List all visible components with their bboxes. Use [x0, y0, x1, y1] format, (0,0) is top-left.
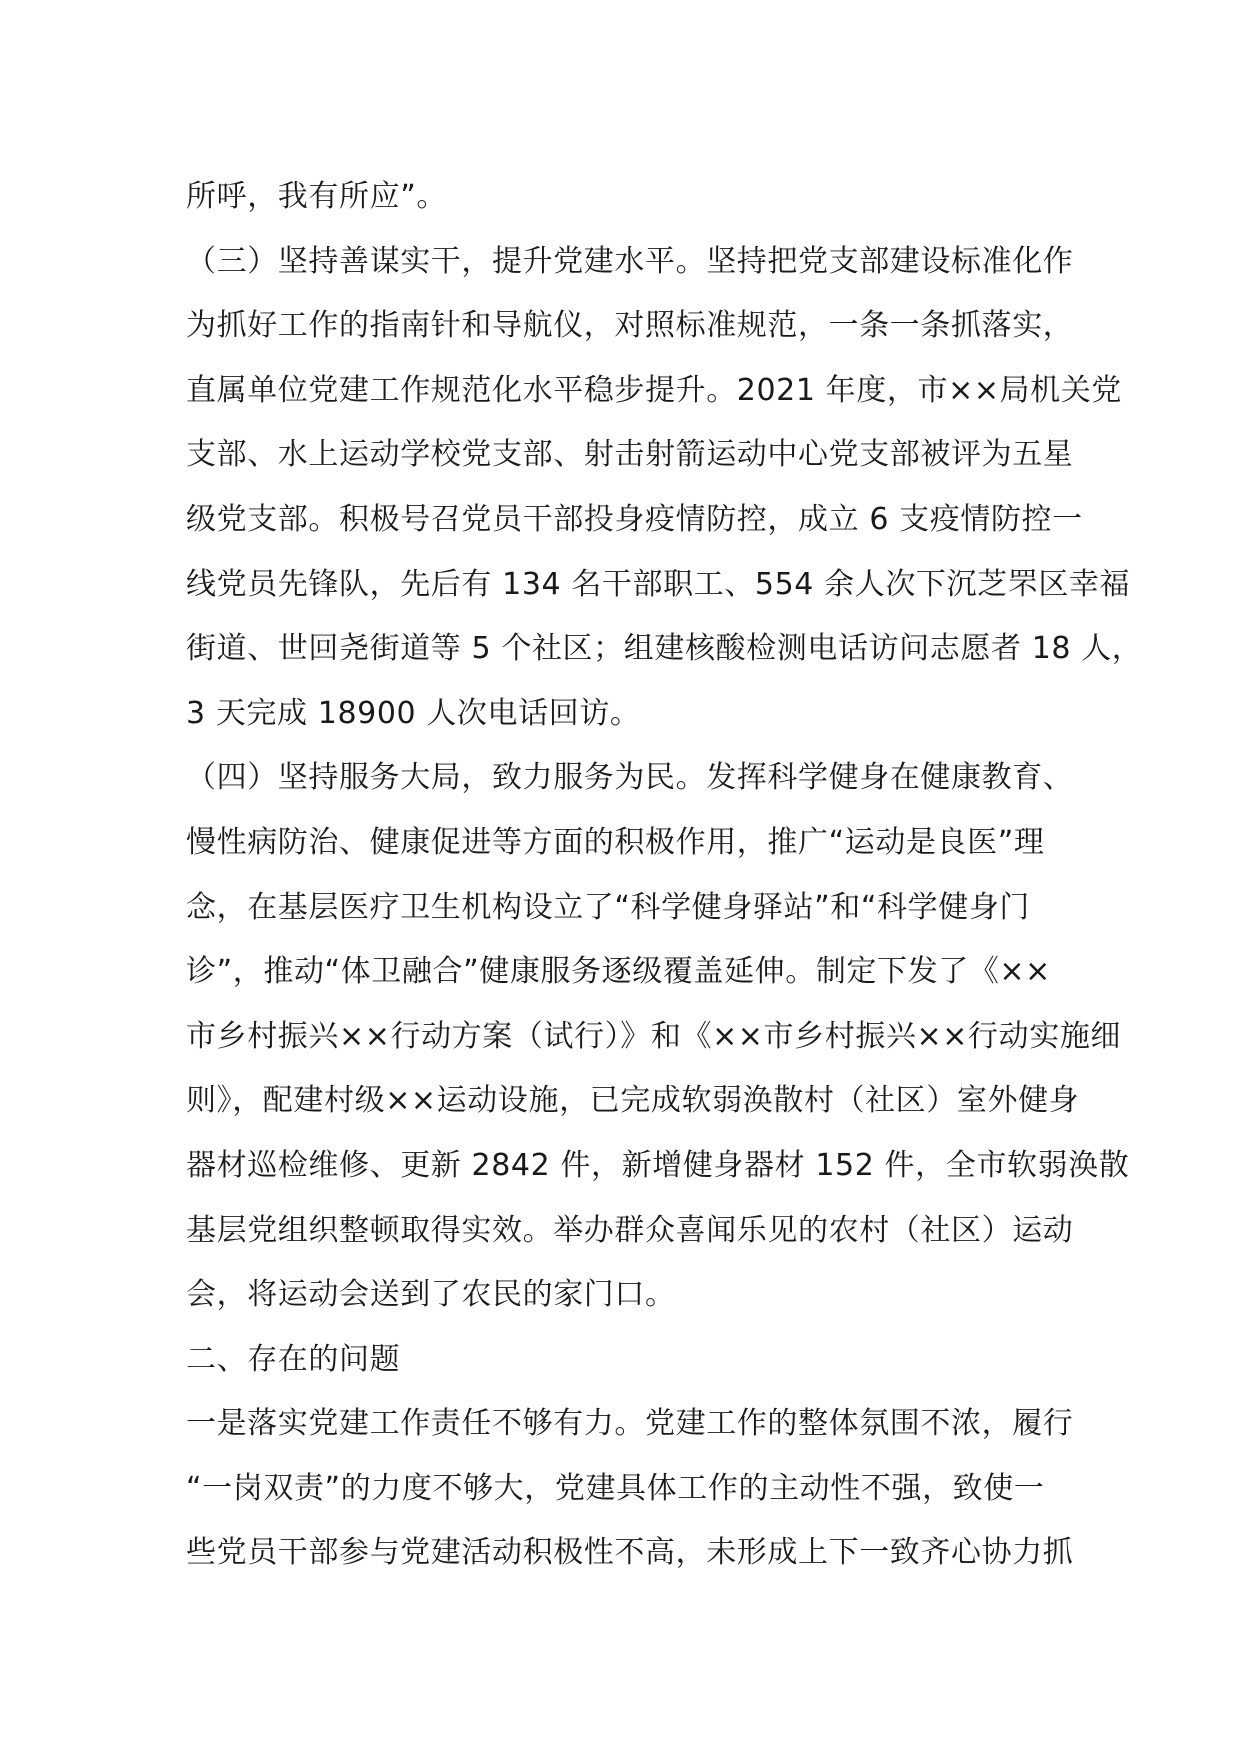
text-line: 些党员干部参与党建活动积极性不高，未形成上下一致齐心协力抓	[186, 1535, 1074, 1571]
text-line: 市乡村振兴××行动方案（试行）》和《××市乡村振兴××行动实施细	[186, 1018, 1122, 1054]
text-line: 器材巡检维修、更新 2842 件，新增健身器材 152 件，全市软弱涣散	[186, 1147, 1130, 1183]
text-line: 念，在基层医疗卫生机构设立了“科学健身驿站”和“科学健身门	[186, 889, 1031, 925]
text-line: 诊”，推动“体卫融合”健康服务逐级覆盖延伸。制定下发了《××	[186, 954, 1051, 990]
text-line: 慢性病防治、健康促进等方面的积极作用，推广“运动是良医”理	[186, 824, 1045, 860]
text-line: 为抓好工作的指南针和导航仪，对照标准规范，一条一条抓落实，	[186, 308, 1074, 344]
text-line: 会，将运动会送到了农民的家门口。	[186, 1277, 676, 1313]
text-line: 级党支部。积极号召党员干部投身疫情防控，成立 6 支疫情防控一	[186, 501, 1083, 537]
text-line: 直属单位党建工作规范化水平稳步提升。2021 年度，市××局机关党	[186, 372, 1122, 408]
text-line: 一是落实党建工作责任不够有力。党建工作的整体氛围不浓，履行	[186, 1406, 1074, 1442]
section-heading-4: （四）坚持服务大局，致力服务为民。发挥科学健身在健康教育、	[186, 760, 1074, 796]
text-line: 街道、世回尧街道等 5 个社区；组建核酸检测电话访问志愿者 18 人，	[186, 631, 1143, 667]
section-heading-3: （三）坚持善谋实干，提升党建水平。坚持把党支部建设标准化作	[186, 243, 1074, 279]
text-line: “一岗双责”的力度不够大，党建具体工作的主动性不强，致使一	[186, 1470, 1045, 1506]
text-line: 线党员先锋队，先后有 134 名干部职工、554 余人次下沉芝罘区幸福	[186, 566, 1131, 602]
text-line: 基层党组织整顿取得实效。举办群众喜闻乐见的农村（社区）运动	[186, 1212, 1074, 1248]
document-body	[186, 165, 1143, 1586]
text-line: 支部、水上运动学校党支部、射击射箭运动中心党支部被评为五星	[186, 437, 1074, 473]
text-line: 3 天完成 18900 人次电话回访。	[186, 695, 641, 731]
section-heading-problems: 二、存在的问题	[186, 1341, 401, 1377]
text-line: 所呼，我有所应”。	[186, 179, 447, 214]
text-line: 则》，配建村级××运动设施，已完成软弱涣散村（社区）室外健身	[186, 1083, 1080, 1119]
